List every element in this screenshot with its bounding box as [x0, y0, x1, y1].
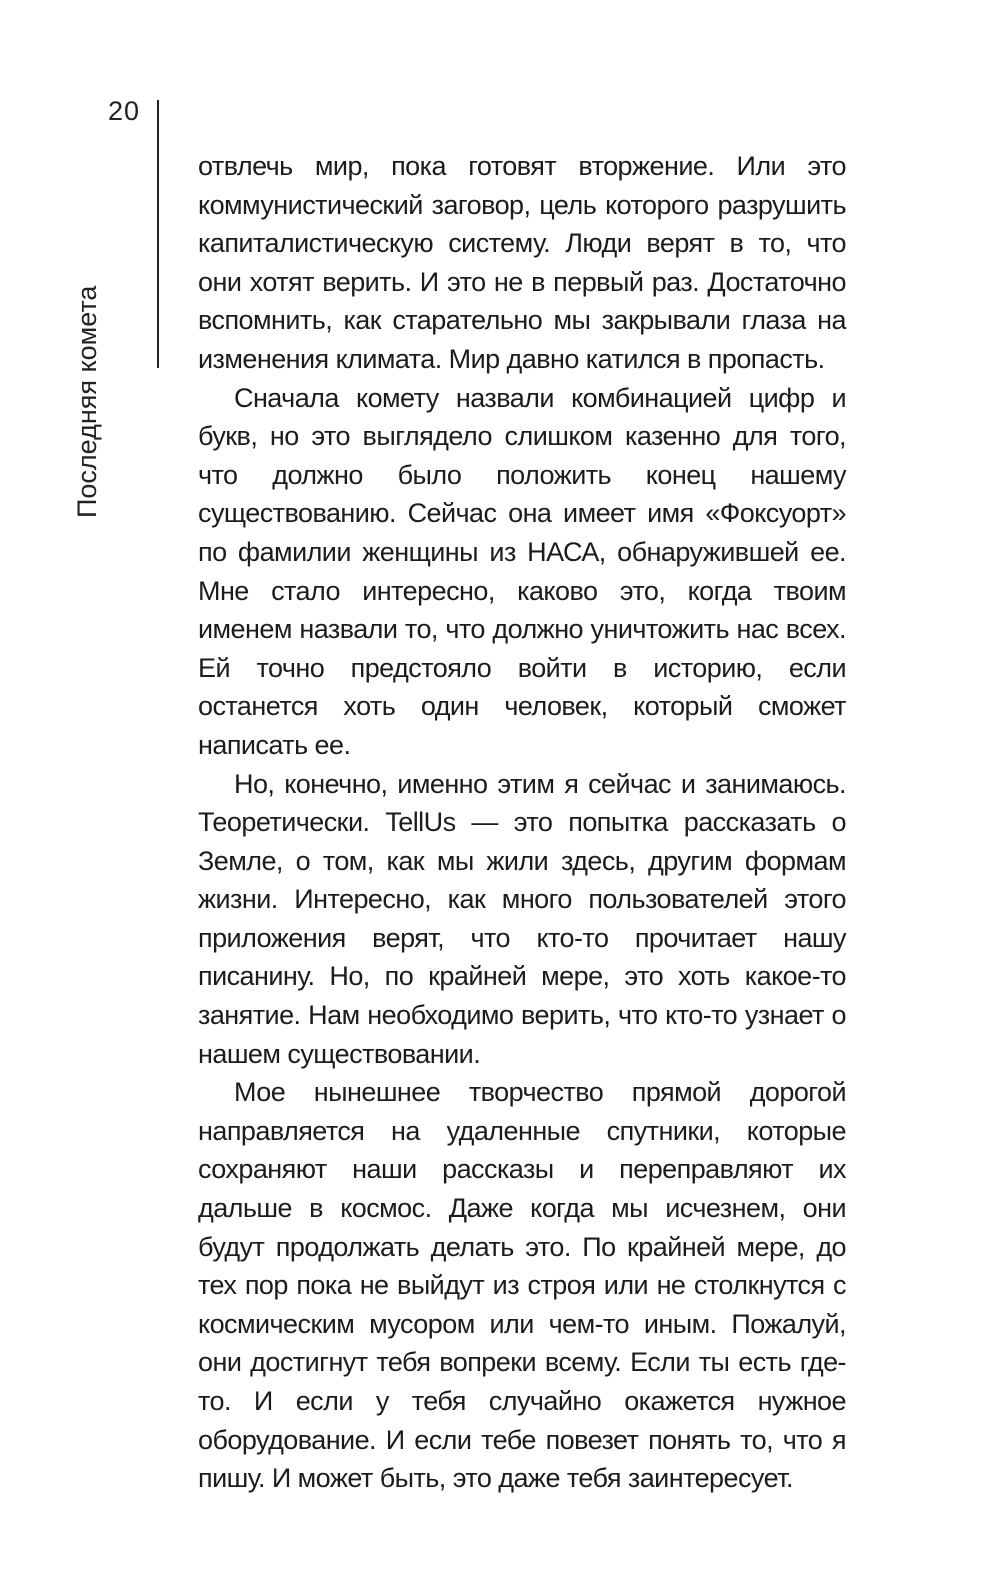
- running-title: Последняя комета: [72, 285, 102, 518]
- paragraph: Мое нынешнее творчество прямой дорогой направляется на удаленные спутники, которые сохраняют наши рассказы и переправляют их дальше в космос. Даже когда мы исчезнем, они будут продолжать делать это. По крайней мере, до тех пор пока не выйдут из строя или не столкнутся с космическим мусором или чем-то иным. Пожалуй, они достигнут тебя вопреки всему. Если ты есть где-то. И если у тебя случайно окажется нужное оборудование. И если тебе повезет понять то, что я пишу. И может быть, это даже тебя заинтересует.: [198, 1077, 846, 1494]
- paragraph: отвлечь мир, пока готовят вторжение. Или это коммунистический заговор, цель которого разрушить капиталистическую систему. Люди верят в то, что они хотят верить. И это не в первый раз. Достаточно вспомнить, как старательно мы закрывали глаза на изменения климата. Мир давно катился в пропасть.: [198, 151, 846, 374]
- body-text: [198, 147, 846, 1498]
- paragraph: Сначала комету назвали комбинацией цифр и букв, но это выглядело слишком казенно для того, что должно было положить конец нашему существованию. Сейчас она имеет имя «Фоксуорт» по фамилии женщины из НАСА, обнаружившей ее. Мне стало интересно, каково это, когда твоим именем назвали то, что должно уничтожить нас всех. Ей точно предстояло войти в историю, если останется хоть один человек, который сможет написать ее.: [198, 382, 846, 760]
- page-number: 20: [108, 96, 141, 126]
- paragraph: Но, конечно, именно этим я сейчас и занимаюсь. Теоретически. TellUs — это попытка рассказать о Земле, о том, как мы жили здесь, другим формам жизни. Интересно, как много пользователей этого приложения верят, что кто-то прочитает нашу писанину. Но, по крайней мере, это хоть какое-то занятие. Нам необходимо верить, что кто-то узнает о нашем существовании.: [198, 768, 846, 1069]
- margin-rule: [157, 100, 159, 368]
